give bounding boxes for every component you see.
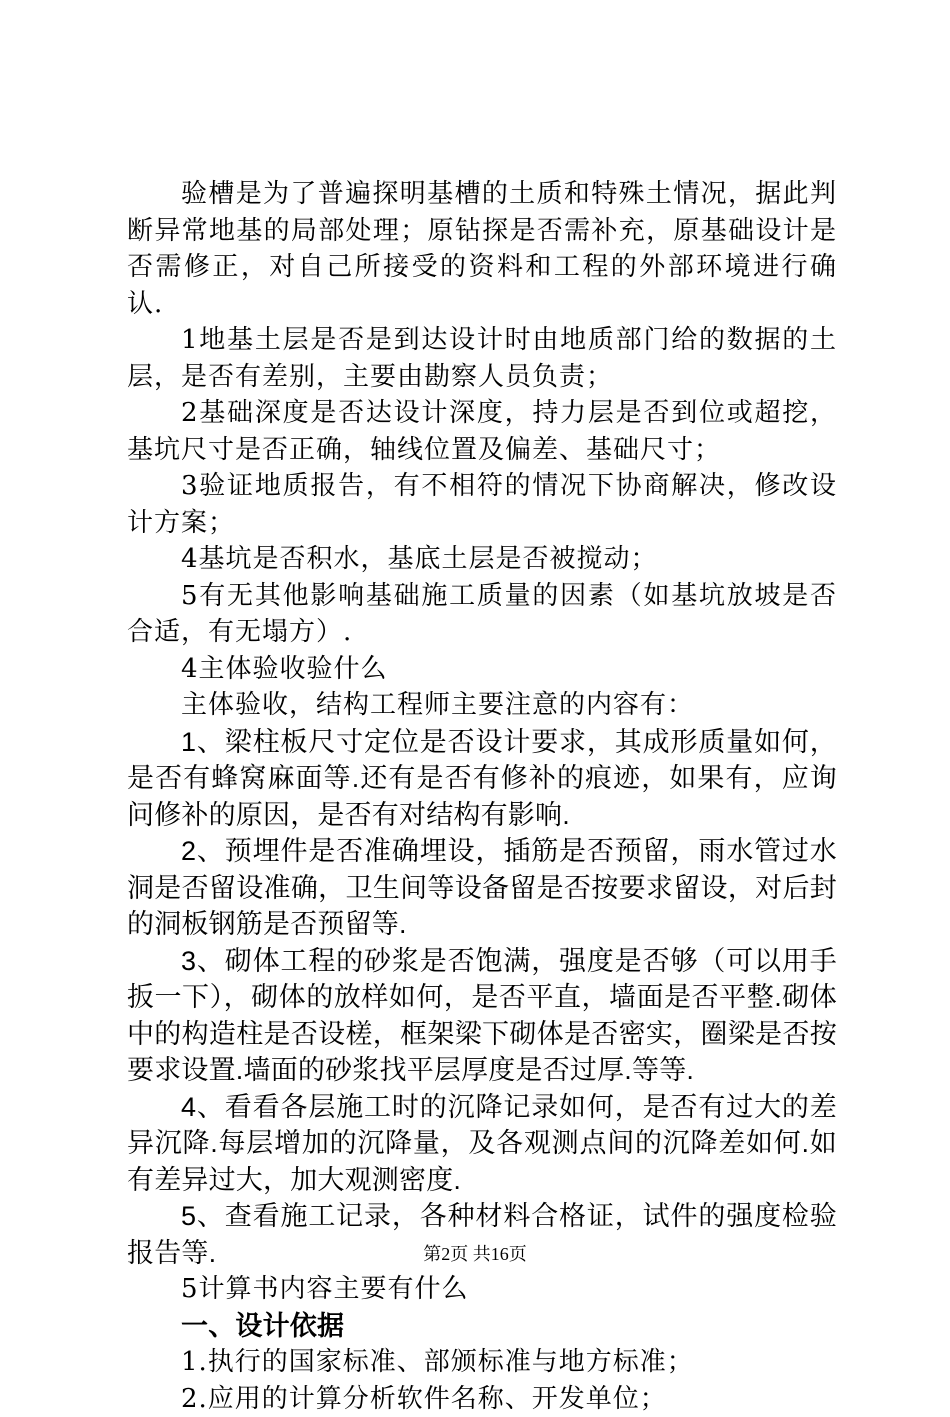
paragraph-acceptance-item-2: 2、预埋件是否准确埋设，插筋是否预留，雨水管过水洞是否留设准确，卫生间等设备留是否按要求留设，对后封的洞板钢筋是否预留等. xyxy=(127,833,837,943)
paragraph-main-acceptance-intro: 主体验收，结构工程师主要注意的内容有： xyxy=(127,687,837,724)
paragraph-item-1: 1地基土层是否是到达设计时由地质部门给的数据的土层，是否有差别，主要由勘察人员负责； xyxy=(127,322,837,395)
list-item-standards: 1.执行的国家标准、部颁标准与地方标准； xyxy=(127,1344,837,1381)
paragraph-acceptance-item-5: 5、查看施工记录，各种材料合格证，试件的强度检验报告等. xyxy=(127,1198,837,1271)
paragraph-item-5: 5有无其他影响基础施工质量的因素（如基坑放坡是否合适，有无塌方）. xyxy=(127,578,837,651)
paragraph-inspection-intro: 验槽是为了普遍探明基槽的土质和特殊土情况，据此判断异常地基的局部处理；原钻探是否需补充，原基础设计是否需修正，对自己所接受的资料和工程的外部环境进行确认. xyxy=(127,176,837,322)
page-footer: 第2页 共16页 xyxy=(0,1240,950,1266)
list-item-software: 2.应用的计算分析软件名称、开发单位； xyxy=(127,1381,837,1417)
paragraph-item-3: 3验证地质报告，有不相符的情况下协商解决，修改设计方案； xyxy=(127,468,837,541)
paragraph-acceptance-item-3: 3、砌体工程的砂浆是否饱满，强度是否够（可以用手扳一下），砌体的放样如何，是否平直，墙面是否平整.砌体中的构造柱是否设槎，框架梁下砌体是否密实，圈梁是否按要求设置.墙面的砂浆找平层厚度是否过厚.等等. xyxy=(127,943,837,1089)
paragraph-item-2: 2基础深度是否达设计深度，持力层是否到位或超挖，基坑尺寸是否正确，轴线位置及偏差、基础尺寸； xyxy=(127,395,837,468)
section-heading-calculation-book: 5计算书内容主要有什么 xyxy=(127,1271,837,1308)
paragraph-item-4: 4基坑是否积水，基底土层是否被搅动； xyxy=(127,541,837,578)
section-heading-main-acceptance: 4主体验收验什么 xyxy=(127,651,837,688)
subheading-design-basis: 一、设计依据 xyxy=(127,1308,837,1345)
document-body xyxy=(127,176,837,1417)
paragraph-acceptance-item-1: 1、梁柱板尺寸定位是否设计要求，其成形质量如何，是否有蜂窝麻面等.还有是否有修补的痕迹，如果有，应询问修补的原因，是否有对结构有影响. xyxy=(127,724,837,834)
paragraph-acceptance-item-4: 4、看看各层施工时的沉降记录如何，是否有过大的差异沉降.每层增加的沉降量，及各观测点间的沉降差如何.如有差异过大，加大观测密度. xyxy=(127,1089,837,1199)
